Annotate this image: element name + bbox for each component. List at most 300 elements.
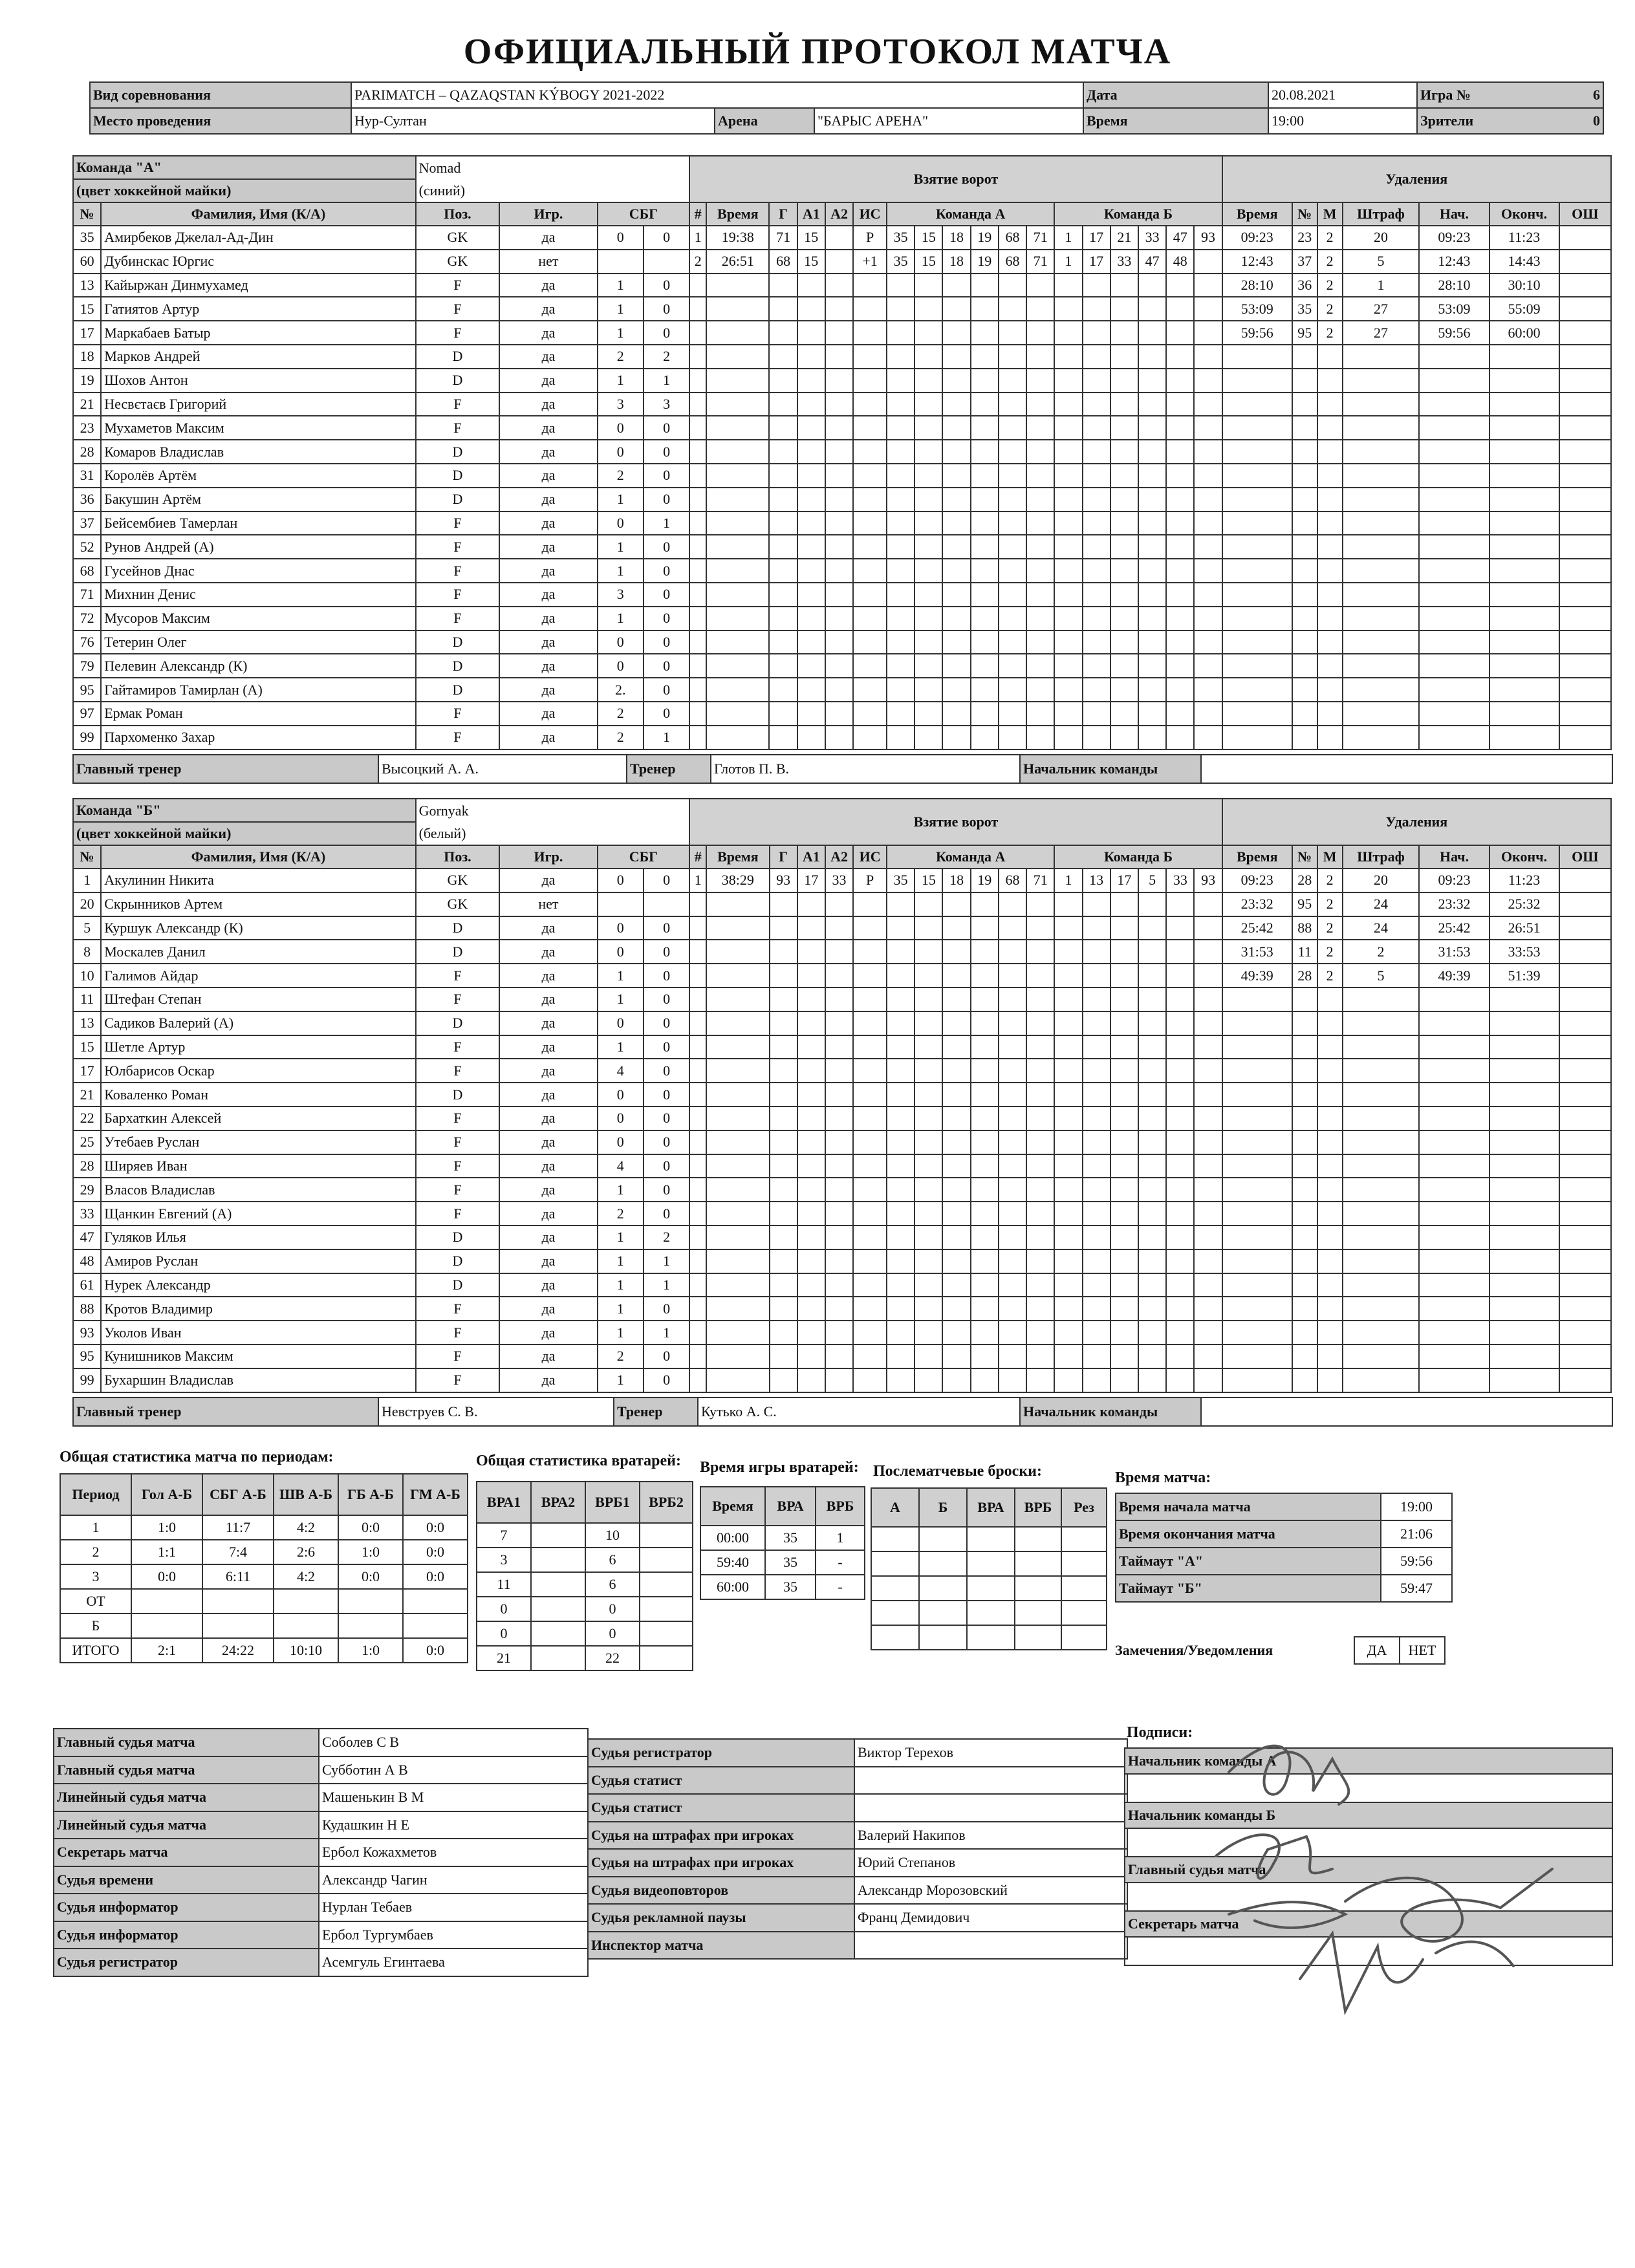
player-row — [73, 869, 1611, 892]
player-sog-extra: 0 — [644, 1345, 689, 1368]
player-name: Шохов Антон — [101, 369, 415, 393]
stat-row — [477, 1548, 693, 1572]
period-cell — [403, 1589, 468, 1614]
player-name: Кунишников Максим — [101, 1345, 415, 1368]
goal-cell — [706, 535, 769, 559]
goal-cell — [887, 535, 915, 559]
goal-cell — [1026, 1321, 1054, 1345]
goal-cell — [853, 345, 887, 369]
goal-cell — [1026, 916, 1054, 940]
player-row — [73, 940, 1611, 964]
goal-cell — [942, 1154, 970, 1178]
goal-cell — [887, 1178, 915, 1202]
goal-cell — [1166, 1107, 1194, 1130]
player-row — [73, 369, 1611, 393]
goal-cell: 68 — [999, 250, 1026, 274]
period-cell: 2:6 — [274, 1540, 338, 1564]
shootout-title: Послематчевые броски: — [873, 1463, 1042, 1480]
goal-cell — [1110, 631, 1138, 654]
goal-cell — [1026, 369, 1054, 393]
goal-cell — [1166, 631, 1194, 654]
team-b-name: Gornyak — [416, 799, 690, 822]
penalty-cell — [1489, 631, 1559, 654]
shootout-cell — [919, 1551, 967, 1576]
match-time-value: 21:06 — [1381, 1520, 1452, 1548]
goal-cell — [999, 416, 1026, 440]
player-number: 76 — [73, 631, 101, 654]
goal-cell — [1083, 726, 1110, 750]
penalty-cell — [1419, 583, 1489, 607]
goal-cell — [825, 654, 853, 678]
goal-cell — [825, 369, 853, 393]
goal-cell — [971, 488, 999, 512]
goal-cell — [1054, 583, 1082, 607]
goal-cell — [1054, 1083, 1082, 1107]
goal-cell — [999, 940, 1026, 964]
goal-cell — [689, 1368, 706, 1392]
penalty-cell — [1559, 964, 1611, 988]
goal-cell — [1138, 1011, 1166, 1035]
goal-cell — [853, 631, 887, 654]
goal-cell — [971, 1059, 999, 1083]
period-cell: 0:0 — [338, 1515, 403, 1540]
goal-cell — [1166, 321, 1194, 345]
goal-cell — [1110, 1083, 1138, 1107]
goal-cell — [999, 1107, 1026, 1130]
goal-cell — [971, 297, 999, 321]
player-position: GK — [416, 869, 500, 892]
goal-cell — [1166, 702, 1194, 726]
official-role: Секретарь матча — [54, 1839, 319, 1866]
goal-cell — [999, 1345, 1026, 1368]
goal-cell — [1110, 1130, 1138, 1154]
goal-cell — [1026, 440, 1054, 464]
goal-cell — [1194, 1249, 1222, 1273]
penalty-cell — [1559, 535, 1611, 559]
penalty-cell: 24 — [1343, 892, 1420, 916]
goal-cell — [853, 1107, 887, 1130]
goal-cell: 19:38 — [706, 226, 769, 250]
goal-cell — [1138, 892, 1166, 916]
player-sog-extra: 3 — [644, 393, 689, 416]
penalty-cell — [1419, 1035, 1489, 1059]
goal-cell — [825, 535, 853, 559]
penalty-cell — [1317, 345, 1343, 369]
penalty-cell: 20 — [1343, 869, 1420, 892]
goal-cell — [1166, 916, 1194, 940]
goal-cell — [770, 1035, 797, 1059]
penalty-cell: 27 — [1343, 297, 1420, 321]
goal-cell: 93 — [1194, 226, 1222, 250]
penalty-cell — [1419, 1202, 1489, 1226]
goal-cell — [1054, 1297, 1082, 1321]
penalty-cell — [1419, 535, 1489, 559]
penalty-cell — [1343, 1226, 1420, 1249]
date-value: 20.08.2021 — [1268, 82, 1417, 108]
goal-cell — [689, 1059, 706, 1083]
goal-cell — [706, 1083, 769, 1107]
goal-cell — [999, 1178, 1026, 1202]
match-time-label: Таймаут "Б" — [1116, 1575, 1381, 1602]
team-a-chief-label: Начальник команды — [1020, 755, 1201, 783]
goal-cell — [971, 916, 999, 940]
goal-cell — [915, 393, 942, 416]
goal-cell — [1026, 464, 1054, 488]
player-name: Москалев Данил — [101, 940, 415, 964]
penalty-cell — [1489, 1345, 1559, 1368]
player-played: да — [499, 1297, 597, 1321]
goal-cell — [853, 1321, 887, 1345]
penalty-cell — [1343, 607, 1420, 631]
penalty-cell: 36 — [1292, 274, 1317, 297]
goal-cell — [887, 1154, 915, 1178]
penalty-cell — [1292, 464, 1317, 488]
penalty-cell — [1222, 1226, 1292, 1249]
goal-cell — [1138, 416, 1166, 440]
signature-label: Главный судья матча — [1125, 1857, 1612, 1883]
player-position: F — [416, 274, 500, 297]
player-played: да — [499, 1249, 597, 1273]
header-cell: СБГ А-Б — [202, 1474, 274, 1515]
goalie-cell — [640, 1646, 693, 1670]
goal-cell — [1194, 726, 1222, 750]
col-goal-num: # — [689, 845, 706, 869]
penalty-cell — [1343, 1083, 1420, 1107]
goal-cell — [825, 1273, 853, 1297]
penalty-cell: 2 — [1317, 274, 1343, 297]
period-cell — [274, 1614, 338, 1638]
period-cell: 4:2 — [274, 1515, 338, 1540]
goal-cell — [1026, 1059, 1054, 1083]
goal-cell: 18 — [942, 869, 970, 892]
goal-cell — [1083, 1059, 1110, 1083]
goal-cell — [1166, 464, 1194, 488]
player-number: 93 — [73, 1321, 101, 1345]
official-row — [588, 1849, 1127, 1877]
goal-cell — [942, 535, 970, 559]
penalty-cell — [1317, 702, 1343, 726]
shootout-row — [871, 1576, 1107, 1601]
goal-cell — [689, 1083, 706, 1107]
spectators-value: 0 — [1593, 113, 1600, 129]
period-cell: 1:0 — [338, 1540, 403, 1564]
player-row — [73, 1059, 1611, 1083]
player-sog-extra: 0 — [644, 988, 689, 1011]
goal-cell — [1083, 607, 1110, 631]
goal-cell — [1054, 654, 1082, 678]
player-name: Рунов Андрей (А) — [101, 535, 415, 559]
goal-cell — [1054, 274, 1082, 297]
signature-label: Начальник команды А — [1125, 1748, 1612, 1774]
goal-cell — [999, 654, 1026, 678]
goal-cell — [942, 1083, 970, 1107]
penalty-cell — [1559, 1226, 1611, 1249]
penalty-cell — [1343, 583, 1420, 607]
penalty-cell: 2 — [1317, 297, 1343, 321]
goal-cell — [1026, 702, 1054, 726]
player-row — [73, 1083, 1611, 1107]
goal-cell — [1026, 583, 1054, 607]
goal-cell: 19 — [971, 250, 999, 274]
period-header — [60, 1474, 468, 1515]
goal-cell — [1026, 964, 1054, 988]
goal-cell — [1026, 1249, 1054, 1273]
penalty-cell — [1559, 1130, 1611, 1154]
player-position: F — [416, 559, 500, 583]
goal-cell — [999, 702, 1026, 726]
goal-cell — [999, 393, 1026, 416]
official-name: Субботин А В — [319, 1756, 588, 1784]
player-sog-extra: 2 — [644, 345, 689, 369]
goal-cell — [887, 583, 915, 607]
penalty-cell: 28:10 — [1419, 274, 1489, 297]
goal-cell — [689, 345, 706, 369]
penalty-cell — [1317, 488, 1343, 512]
col-goal-is: ИС — [853, 845, 887, 869]
period-cell: 1:0 — [338, 1638, 403, 1663]
header-cell: Рез — [1061, 1488, 1107, 1527]
penalty-cell — [1419, 1130, 1489, 1154]
header-cell: ВРА1 — [477, 1482, 531, 1523]
goal-cell — [942, 1368, 970, 1392]
goal-cell — [797, 1321, 825, 1345]
goalie-cell — [531, 1548, 585, 1572]
goal-cell — [769, 583, 797, 607]
goal-cell — [853, 297, 887, 321]
official-row — [54, 1866, 588, 1894]
shootout-cell — [1061, 1527, 1107, 1551]
goal-cell — [887, 1035, 915, 1059]
official-name: Александр Чагин — [319, 1866, 588, 1894]
player-sog-extra: 0 — [644, 1178, 689, 1202]
team-a-penalties-title: Удаления — [1222, 156, 1611, 202]
team-a-jersey-label: (цвет хоккейной майки) — [73, 179, 416, 202]
player-row — [73, 250, 1611, 274]
penalty-cell — [1489, 440, 1559, 464]
goal-cell — [1166, 678, 1194, 702]
team-a-goals-title: Взятие ворот — [689, 156, 1222, 202]
goal-cell — [942, 964, 970, 988]
penalty-cell — [1489, 464, 1559, 488]
penalty-cell — [1317, 583, 1343, 607]
goal-cell: 15 — [915, 226, 942, 250]
goal-cell — [797, 369, 825, 393]
shootout-header — [871, 1488, 1107, 1527]
goal-cell — [915, 535, 942, 559]
spectators-label: Зрители — [1420, 113, 1474, 129]
goal-cell — [797, 1345, 825, 1368]
player-position: F — [416, 393, 500, 416]
stat-row — [700, 1526, 865, 1550]
goal-cell — [887, 274, 915, 297]
goal-cell — [1194, 1202, 1222, 1226]
goal-cell — [1138, 345, 1166, 369]
penalty-cell — [1343, 1297, 1420, 1321]
goal-cell — [1138, 297, 1166, 321]
player-position: GK — [416, 250, 500, 274]
period-cell: 1:1 — [131, 1540, 202, 1564]
penalty-cell — [1559, 226, 1611, 250]
col-pen-start: Нач. — [1419, 202, 1489, 226]
goal-cell — [999, 535, 1026, 559]
goalie-stats-title: Общая статистика вратарей: — [476, 1453, 681, 1469]
goal-cell — [706, 274, 769, 297]
goal-cell — [689, 631, 706, 654]
goal-cell — [1083, 1083, 1110, 1107]
goal-cell — [1194, 297, 1222, 321]
official-role: Инспектор матча — [588, 1932, 854, 1960]
goal-cell — [971, 1083, 999, 1107]
goal-cell — [689, 535, 706, 559]
goal-cell — [1194, 369, 1222, 393]
col-sog: СБГ — [598, 202, 690, 226]
goal-cell — [1166, 345, 1194, 369]
goal-cell — [1194, 393, 1222, 416]
competition-value: PARIMATCH – QAZAQSTAN KÝBOGY 2021-2022 — [351, 82, 1083, 108]
penalty-cell — [1222, 1297, 1292, 1321]
player-sog-extra: 0 — [644, 1011, 689, 1035]
goal-cell: 15 — [797, 250, 825, 274]
goal-cell — [1110, 559, 1138, 583]
goal-cell — [770, 1154, 797, 1178]
penalty-cell: 49:39 — [1419, 964, 1489, 988]
goalie-cell: 21 — [477, 1646, 531, 1670]
goal-cell — [1166, 274, 1194, 297]
goal-cell — [999, 1154, 1026, 1178]
period-cell: 0:0 — [338, 1564, 403, 1589]
goal-cell — [689, 964, 706, 988]
player-position: D — [416, 345, 500, 369]
goal-cell — [1054, 1321, 1082, 1345]
header-cell: ГМ А-Б — [403, 1474, 468, 1515]
penalty-cell — [1222, 1083, 1292, 1107]
col-goal-team-a: Команда А — [887, 202, 1054, 226]
goal-cell — [915, 1202, 942, 1226]
player-name: Пелевин Александр (К) — [101, 654, 415, 678]
player-position: F — [416, 1368, 500, 1392]
goal-cell — [915, 892, 942, 916]
goal-cell — [706, 916, 769, 940]
col-pos: Поз. — [416, 845, 500, 869]
goal-cell — [942, 1226, 970, 1249]
goal-cell — [1026, 654, 1054, 678]
player-sog-extra: 0 — [644, 464, 689, 488]
stat-row — [60, 1515, 468, 1540]
goal-cell — [706, 440, 769, 464]
penalty-cell: 09:23 — [1419, 869, 1489, 892]
goal-cell — [706, 726, 769, 750]
goal-cell — [797, 988, 825, 1011]
player-position: D — [416, 488, 500, 512]
goal-cell — [887, 988, 915, 1011]
player-played: да — [499, 1178, 597, 1202]
official-role: Главный судья матча — [54, 1756, 319, 1784]
goalie-time-header — [700, 1487, 865, 1526]
goal-cell — [769, 726, 797, 750]
time-label: Время — [1083, 108, 1268, 134]
team-a-head-coach: Высоцкий А. А. — [378, 755, 627, 783]
goal-cell — [825, 607, 853, 631]
penalty-cell — [1317, 654, 1343, 678]
player-sog-extra: 0 — [644, 488, 689, 512]
goal-cell — [1166, 654, 1194, 678]
player-number: 29 — [73, 1178, 101, 1202]
official-name: Валерий Накипов — [854, 1822, 1127, 1850]
player-sog-extra: 0 — [644, 1297, 689, 1321]
player-sog: 0 — [598, 631, 644, 654]
goal-cell — [1166, 488, 1194, 512]
goalie-cell — [531, 1572, 585, 1597]
penalty-cell — [1317, 512, 1343, 535]
penalty-cell — [1222, 726, 1292, 750]
penalty-cell — [1317, 559, 1343, 583]
goal-cell — [1026, 1178, 1054, 1202]
goal-cell — [853, 988, 887, 1011]
goal-cell — [706, 678, 769, 702]
period-cell — [202, 1614, 274, 1638]
goal-cell — [1166, 1202, 1194, 1226]
penalty-cell — [1489, 1083, 1559, 1107]
goal-cell — [797, 440, 825, 464]
goal-cell — [853, 1345, 887, 1368]
goal-cell — [706, 631, 769, 654]
player-sog-extra: 0 — [644, 226, 689, 250]
penalty-cell: 1 — [1343, 274, 1420, 297]
penalty-cell — [1489, 1035, 1559, 1059]
player-name: Щанкин Евгений (А) — [101, 1202, 415, 1226]
penalty-cell — [1489, 607, 1559, 631]
header-cell: ВРА — [967, 1488, 1015, 1527]
goal-cell — [1110, 274, 1138, 297]
col-goal-team-b: Команда Б — [1054, 845, 1222, 869]
col-pen-start: Нач. — [1419, 845, 1489, 869]
goal-cell — [915, 988, 942, 1011]
official-name — [854, 1794, 1127, 1822]
goal-cell — [825, 702, 853, 726]
goal-cell — [1110, 464, 1138, 488]
goal-cell — [915, 512, 942, 535]
shootout-table — [871, 1487, 1107, 1650]
goal-cell — [1083, 1226, 1110, 1249]
player-sog-extra: 0 — [644, 274, 689, 297]
period-cell: 11:7 — [202, 1515, 274, 1540]
goal-cell — [797, 631, 825, 654]
player-row — [73, 1368, 1611, 1392]
goal-cell — [999, 1083, 1026, 1107]
player-position: D — [416, 1083, 500, 1107]
player-row — [73, 321, 1611, 345]
goal-cell — [942, 940, 970, 964]
goal-cell: 48 — [1166, 250, 1194, 274]
header-cell: Время — [700, 1487, 765, 1526]
penalty-cell — [1292, 1178, 1317, 1202]
goal-cell: 18 — [942, 226, 970, 250]
penalty-cell — [1419, 1059, 1489, 1083]
col-goal-g: Г — [769, 202, 797, 226]
goal-cell — [942, 369, 970, 393]
goal-cell — [887, 964, 915, 988]
penalty-cell — [1292, 1273, 1317, 1297]
goal-cell — [1194, 631, 1222, 654]
player-name: Ширяев Иван — [101, 1154, 415, 1178]
goal-cell — [853, 535, 887, 559]
penalty-cell: 2 — [1317, 226, 1343, 250]
goal-cell — [1166, 393, 1194, 416]
penalty-cell — [1559, 440, 1611, 464]
goal-cell — [1026, 631, 1054, 654]
official-name: Машенькин В М — [319, 1784, 588, 1811]
player-played: да — [499, 1130, 597, 1154]
